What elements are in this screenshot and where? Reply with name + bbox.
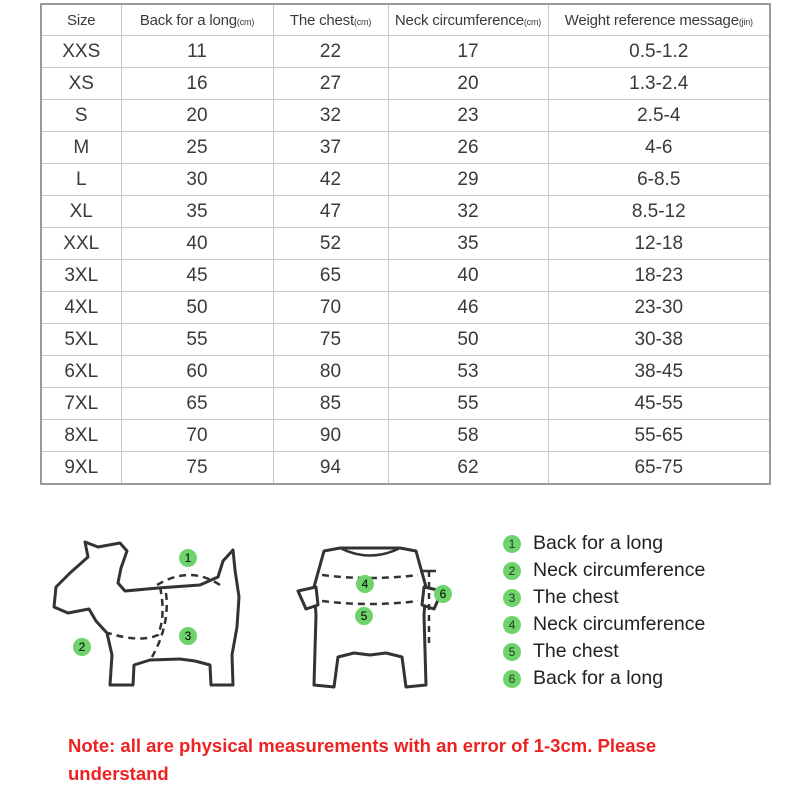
legend-label: Back for a long (533, 667, 664, 689)
table-cell: 8.5-12 (548, 196, 770, 228)
table-cell: 38-45 (548, 356, 770, 388)
column-header: Size (41, 4, 121, 36)
legend-number-badge: 5 (503, 643, 521, 661)
table-cell: 40 (121, 228, 273, 260)
legend-item (503, 638, 705, 665)
table-cell: 94 (273, 452, 388, 485)
table-cell: 75 (121, 452, 273, 485)
table-cell: 45-55 (548, 388, 770, 420)
table-row (41, 260, 770, 292)
svg-text:6: 6 (439, 587, 447, 601)
table-cell: 35 (388, 228, 548, 260)
dog-silhouette (54, 542, 239, 685)
table-cell: 18-23 (548, 260, 770, 292)
table-cell: 32 (388, 196, 548, 228)
table-cell: 2.5-4 (548, 100, 770, 132)
table-cell: 55 (121, 324, 273, 356)
legend-number-badge: 2 (503, 562, 521, 580)
table-cell: 46 (388, 292, 548, 324)
table-cell: 55-65 (548, 420, 770, 452)
table-cell: 30-38 (548, 324, 770, 356)
table-cell: 16 (121, 68, 273, 100)
table-row (41, 388, 770, 420)
table-cell: 20 (121, 100, 273, 132)
table-cell: XXL (41, 228, 121, 260)
legend-item (503, 530, 705, 557)
table-cell: 40 (388, 260, 548, 292)
table-cell: 70 (273, 292, 388, 324)
table-cell: 65 (121, 388, 273, 420)
table-row (41, 420, 770, 452)
table-cell: 62 (388, 452, 548, 485)
table-cell: 65 (273, 260, 388, 292)
legend-number-badge: 6 (503, 670, 521, 688)
svg-text:3: 3 (184, 629, 192, 643)
legend-item (503, 557, 705, 584)
table-cell: 12-18 (548, 228, 770, 260)
table-cell: M (41, 132, 121, 164)
table-cell: 1.3-2.4 (548, 68, 770, 100)
table-cell: 4-6 (548, 132, 770, 164)
legend-number-badge: 3 (503, 589, 521, 607)
table-cell: 70 (121, 420, 273, 452)
table-row (41, 100, 770, 132)
table-cell: 30 (121, 164, 273, 196)
table-cell: 53 (388, 356, 548, 388)
table-cell: 60 (121, 356, 273, 388)
size-table (40, 3, 771, 485)
dog-badge-2 (73, 638, 91, 656)
garment-badge-4 (356, 575, 374, 593)
table-row (41, 452, 770, 485)
table-cell: 42 (273, 164, 388, 196)
measurement-note: Note: all are physical measurements with an error of 1-3cm. Please understand (68, 735, 657, 784)
table-cell: 50 (388, 324, 548, 356)
table-cell: 6-8.5 (548, 164, 770, 196)
table-row (41, 68, 770, 100)
legend-label: The chest (533, 586, 619, 608)
garment-badge-6 (434, 585, 452, 603)
column-header: Weight reference message(jin) (548, 4, 770, 36)
table-cell: L (41, 164, 121, 196)
table-cell: 5XL (41, 324, 121, 356)
legend-label: Neck circumference (533, 559, 706, 581)
table-cell: 25 (121, 132, 273, 164)
legend-item (503, 584, 705, 611)
table-cell: 32 (273, 100, 388, 132)
table-cell: 7XL (41, 388, 121, 420)
dog-badge-1 (179, 549, 197, 567)
table-cell: 52 (273, 228, 388, 260)
table-row (41, 36, 770, 68)
table-cell: XL (41, 196, 121, 228)
measurement-diagram (40, 525, 510, 715)
table-cell: 75 (273, 324, 388, 356)
column-header: The chest(cm) (273, 4, 388, 36)
table-row (41, 132, 770, 164)
table-row (41, 324, 770, 356)
table-cell: 50 (121, 292, 273, 324)
table-cell: 58 (388, 420, 548, 452)
svg-text:1: 1 (184, 551, 192, 565)
legend-label: The chest (533, 640, 619, 662)
garment-badge-5 (355, 607, 373, 625)
measurement-legend (503, 530, 705, 692)
table-cell: 80 (273, 356, 388, 388)
legend-item (503, 611, 705, 638)
table-cell: 9XL (41, 452, 121, 485)
table-row (41, 196, 770, 228)
table-cell: 23-30 (548, 292, 770, 324)
table-cell: 37 (273, 132, 388, 164)
dog-badge-3 (179, 627, 197, 645)
table-cell: 23 (388, 100, 548, 132)
table-cell: 4XL (41, 292, 121, 324)
svg-text:5: 5 (360, 609, 368, 623)
table-row (41, 292, 770, 324)
table-cell: 55 (388, 388, 548, 420)
column-header: Neck circumference(cm) (388, 4, 548, 36)
table-cell: 27 (273, 68, 388, 100)
table-row (41, 164, 770, 196)
table-row (41, 356, 770, 388)
table-cell: 45 (121, 260, 273, 292)
column-header: Back for a long(cm) (121, 4, 273, 36)
legend-number-badge: 4 (503, 616, 521, 634)
table-cell: 17 (388, 36, 548, 68)
legend-number-badge: 1 (503, 535, 521, 553)
table-cell: 22 (273, 36, 388, 68)
table-row (41, 228, 770, 260)
svg-text:4: 4 (361, 577, 369, 591)
table-cell: 26 (388, 132, 548, 164)
svg-text:2: 2 (78, 640, 86, 654)
legend-label: Back for a long (533, 532, 664, 554)
table-cell: 47 (273, 196, 388, 228)
table-cell: 6XL (41, 356, 121, 388)
table-cell: 35 (121, 196, 273, 228)
table-cell: 90 (273, 420, 388, 452)
legend-label: Neck circumference (533, 613, 706, 635)
table-body (41, 36, 770, 485)
table-cell: 0.5-1.2 (548, 36, 770, 68)
table-cell: 3XL (41, 260, 121, 292)
table-cell: 11 (121, 36, 273, 68)
table-cell: 29 (388, 164, 548, 196)
table-cell: XXS (41, 36, 121, 68)
table-cell: XS (41, 68, 121, 100)
table-header-row (41, 4, 770, 36)
table-cell: 8XL (41, 420, 121, 452)
table-cell: 65-75 (548, 452, 770, 485)
table-cell: 20 (388, 68, 548, 100)
table-cell: 85 (273, 388, 388, 420)
legend-item (503, 665, 705, 692)
table-cell: S (41, 100, 121, 132)
